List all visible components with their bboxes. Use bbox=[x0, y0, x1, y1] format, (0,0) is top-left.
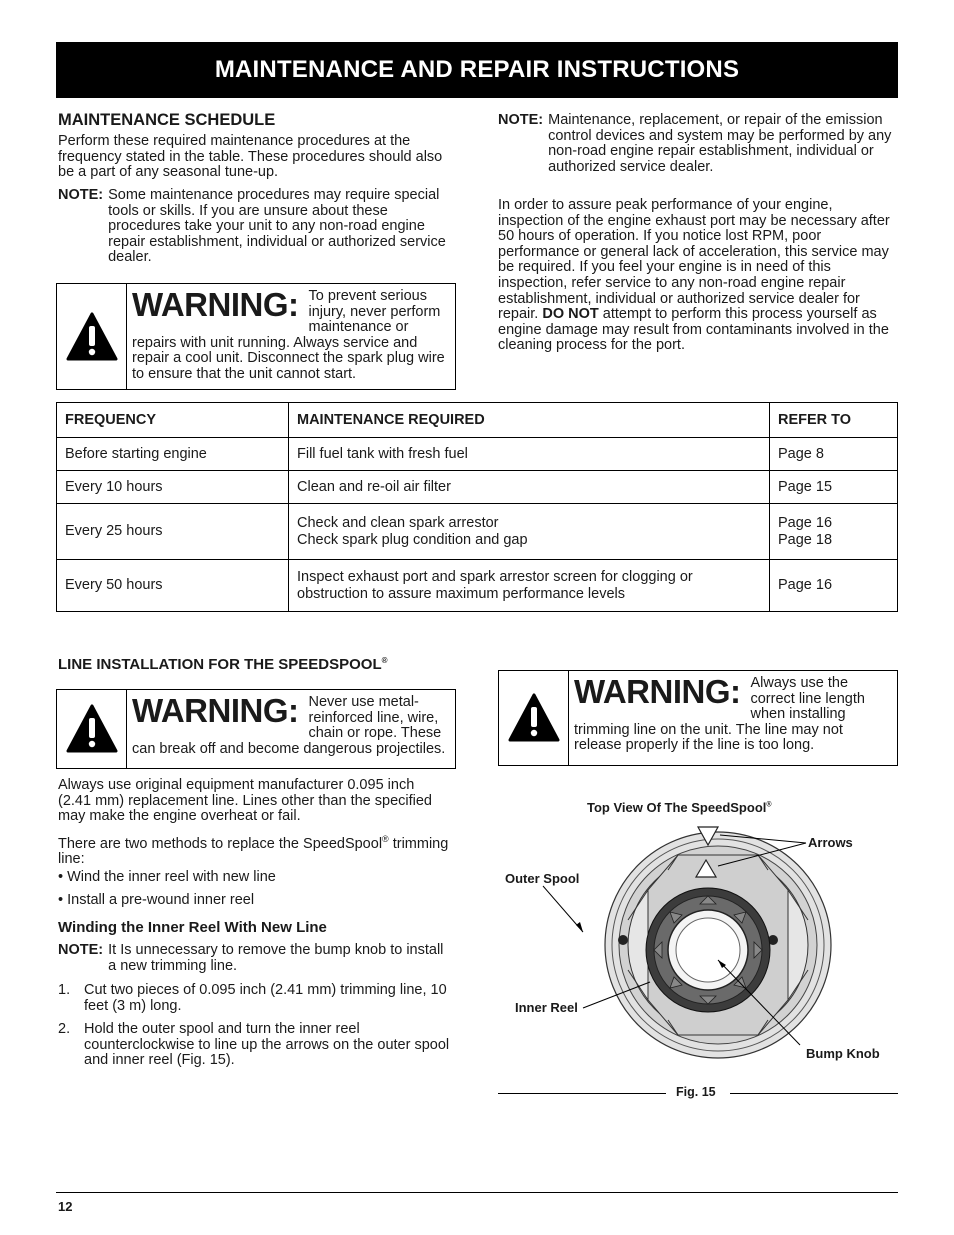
table-row: Every 50 hours Inspect exhaust port and spark arrestor screen for clogging or obstruction to assure maximum performance levels Page 16 bbox=[57, 560, 898, 612]
caption-rule-right bbox=[730, 1093, 898, 1094]
warning-text: To prevent serious injury, never perform maintenance or repairs with unit running. Always service and repair a cool unit. Disconnect the spark plug wire to ensure that the unit cannot start. bbox=[132, 288, 445, 382]
warning-triangle-icon bbox=[499, 671, 569, 765]
speedspool-diagram bbox=[498, 800, 898, 1100]
table-header-row bbox=[57, 403, 898, 438]
winding-subheading: Winding the Inner Reel With New Line bbox=[58, 919, 327, 936]
table-row: Before starting engine Fill fuel tank with fresh fuel Page 8 bbox=[57, 438, 898, 471]
schedule-note bbox=[58, 188, 450, 266]
header-maintenance: MAINTENANCE REQUIRED bbox=[289, 403, 770, 438]
note-text: Some maintenance procedures may require special tools or skills. If you are unsure about these procedures take your unit to any non-road engine repair establishment, individual or authorized service dealer. bbox=[108, 187, 446, 266]
table-row: Every 10 hours Clean and re-oil air filter Page 15 bbox=[57, 471, 898, 504]
exhaust-port-paragraph: In order to assure peak performance of your engine, inspection of the engine exhaust port may be necessary after 50 hours of operation. If you notice lost RPM, poor performance or general lack of acceleration, this service may be required. If you feel your engine is in need of this inspection, refer service to any non-road engine repair establishment, individual or authorized service dealer for repair. DO NOT attempt to perform this process yourself as engine damage may result from contaminants involved in the cleaning process for the port. bbox=[498, 197, 890, 354]
warning-triangle-icon bbox=[57, 284, 127, 389]
line-installation-heading: LINE INSTALLATION FOR THE SPEEDSPOOL® bbox=[58, 656, 388, 673]
maintenance-table bbox=[56, 402, 898, 612]
maintenance-schedule-heading: MAINTENANCE SCHEDULE bbox=[58, 111, 276, 129]
oem-line-paragraph: Always use original equipment manufacturer 0.095 inch (2.41 mm) replacement line. Lines other than the specified may make the engine overheat or fail. bbox=[58, 777, 432, 825]
note-text: It Is unnecessary to remove the bump knob to install a new trimming line. bbox=[108, 942, 444, 974]
method-bullet-prewound: • Install a pre-wound inner reel bbox=[58, 892, 255, 908]
winding-steps bbox=[58, 983, 450, 1077]
label-arrows: Arrows bbox=[808, 835, 853, 850]
step-item: 2. Hold the outer spool and turn the inner reel counterclockwise to line up the arrows on the outer spool and inner reel (Fig. 15). bbox=[58, 1021, 450, 1069]
footer-rule bbox=[56, 1192, 898, 1193]
warning-box-line-length bbox=[498, 670, 898, 766]
warning-triangle-icon bbox=[57, 690, 127, 768]
bump-knob-note bbox=[58, 943, 450, 974]
header-refer: REFER TO bbox=[770, 403, 898, 438]
do-not-emphasis: DO NOT bbox=[542, 306, 599, 323]
figure-title: Top View Of The SpeedSpool® bbox=[587, 800, 772, 815]
warning-text: Never use metal-reinforced line, wire, chain or rope. These can break off and become dangerous projectiles. bbox=[132, 694, 446, 757]
method-bullet-wind: • Wind the inner reel with new line bbox=[58, 869, 276, 885]
caption-rule-left bbox=[498, 1093, 666, 1094]
note-label: NOTE: bbox=[58, 942, 104, 958]
warning-box-maintenance bbox=[56, 283, 456, 390]
page-number: 12 bbox=[58, 1199, 73, 1214]
section-banner: MAINTENANCE AND REPAIR INSTRUCTIONS bbox=[56, 42, 898, 98]
warning-word: WARNING: bbox=[132, 692, 299, 729]
step-item: 1. Cut two pieces of 0.095 inch (2.41 mm) trimming line, 10 feet (3 m) long. bbox=[58, 982, 447, 1014]
warning-word: WARNING: bbox=[132, 286, 299, 323]
header-frequency: FREQUENCY bbox=[57, 403, 289, 438]
label-bump-knob: Bump Knob bbox=[806, 1046, 880, 1061]
emission-note bbox=[498, 113, 894, 175]
table-row: Every 25 hours Check and clean spark arrestor Check spark plug condition and gap Page 16 Page 18 bbox=[57, 504, 898, 560]
warning-word: WARNING: bbox=[574, 673, 741, 710]
label-outer-spool: Outer Spool bbox=[505, 871, 580, 886]
methods-paragraph: There are two methods to replace the SpeedSpool® trimming line: bbox=[58, 834, 449, 868]
note-label: NOTE: bbox=[498, 112, 544, 128]
figure-caption: Fig. 15 bbox=[676, 1085, 716, 1099]
schedule-intro: Perform these required maintenance procedures at the frequency stated in the table. These procedures should also be a part of any seasonal tune-up. bbox=[58, 133, 443, 181]
label-inner-reel: Inner Reel bbox=[515, 1000, 578, 1015]
note-text: Maintenance, replacement, or repair of the emission control devices and system may be performed by any non-road engine repair establishment, individual or authorized service dealer. bbox=[548, 112, 892, 175]
note-label: NOTE: bbox=[58, 187, 104, 203]
warning-text: Always use the correct line length when installing trimming line on the unit. The line may not release properly if the line is too long. bbox=[574, 675, 865, 754]
warning-box-line-type bbox=[56, 689, 456, 769]
